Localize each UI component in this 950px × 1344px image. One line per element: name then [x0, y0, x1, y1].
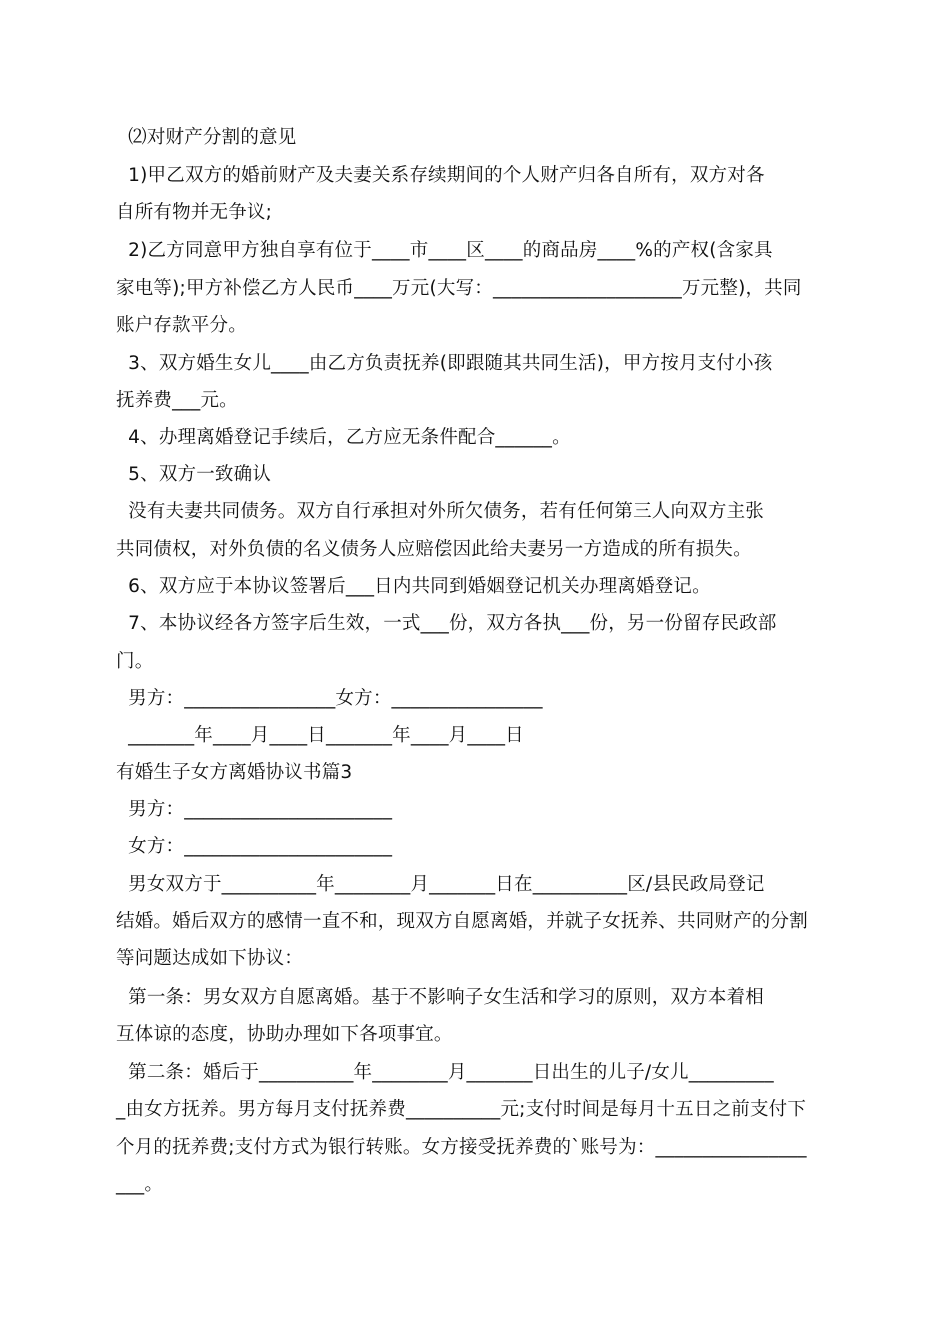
text-line: ⑵对财产分割的意见 [116, 127, 297, 148]
text-line: 3、双方婚生女儿____由乙方负责抚养(即跟随其共同生活)，甲方按月支付小孩 [116, 353, 773, 374]
text-line: 抚养费___元。 [116, 390, 238, 411]
text-line: 女方：______________________ [116, 836, 393, 857]
text-line: 个月的抚养费;支付方式为银行转账。女方接受抚养费的`账号为：________________ [116, 1137, 807, 1158]
text-line: 等问题达成如下协议： [116, 948, 304, 969]
text-line: 共同债权，对外负债的名义债务人应赔偿因此给夫妻另一方造成的所有损失。 [116, 539, 752, 560]
text-line: 第一条：男女双方自愿离婚。基于不影响子女生活和学习的原则，双方本着相 [116, 987, 764, 1008]
section-heading: 有婚生子女方离婚协议书篇3 [116, 762, 353, 783]
text-line: 4、办理离婚登记手续后，乙方应无条件配合______。 [116, 427, 571, 448]
text-line: 男女双方于__________年________月_______日在__________区/县民政局登记 [116, 874, 765, 895]
text-line: 第二条：婚后于__________年________月_______日出生的儿子/女儿_________ [116, 1062, 774, 1083]
text-line: 7、本协议经各方签字后生效，一式___份，双方各执___份，另一份留存民政部 [116, 613, 777, 634]
text-line: 男方：________________女方：________________ [116, 688, 543, 709]
text-line: 门。 [116, 651, 154, 672]
text-line: 自所有物并无争议; [116, 202, 273, 223]
text-line: 1)甲乙双方的婚前财产及夫妻关系存续期间的个人财产归各自所有，双方对各 [116, 165, 765, 186]
text-line: 家电等);甲方补偿乙方人民币____万元(大写：____________________万元整)，共同 [116, 278, 802, 299]
text-line: ___。 [116, 1174, 164, 1195]
text-line: 互体谅的态度，协助办理如下各项事宜。 [116, 1024, 453, 1045]
text-line: _______年____月____日_______年____月____日 [116, 725, 524, 746]
text-line: 2)乙方同意甲方独自享有位于____市____区____的商品房____%的产权(含家具 [116, 240, 773, 261]
text-line: _由女方抚养。男方每月支付抚养费__________元;支付时间是每月十五日之前支付下 [116, 1099, 807, 1120]
text-line: 6、双方应于本协议签署后___日内共同到婚姻登记机关办理离婚登记。 [116, 576, 711, 597]
text-line: 5、双方一致确认 [116, 464, 272, 485]
text-line: 账户存款平分。 [116, 315, 247, 336]
text-line: 男方：______________________ [116, 799, 393, 820]
text-line: 没有夫妻共同债务。双方自行承担对外所欠债务，若有任何第三人向双方主张 [116, 501, 764, 522]
text-line: 结婚。婚后双方的感情一直不和，现双方自愿离婚，并就子女抚养、共同财产的分割 [116, 911, 808, 932]
